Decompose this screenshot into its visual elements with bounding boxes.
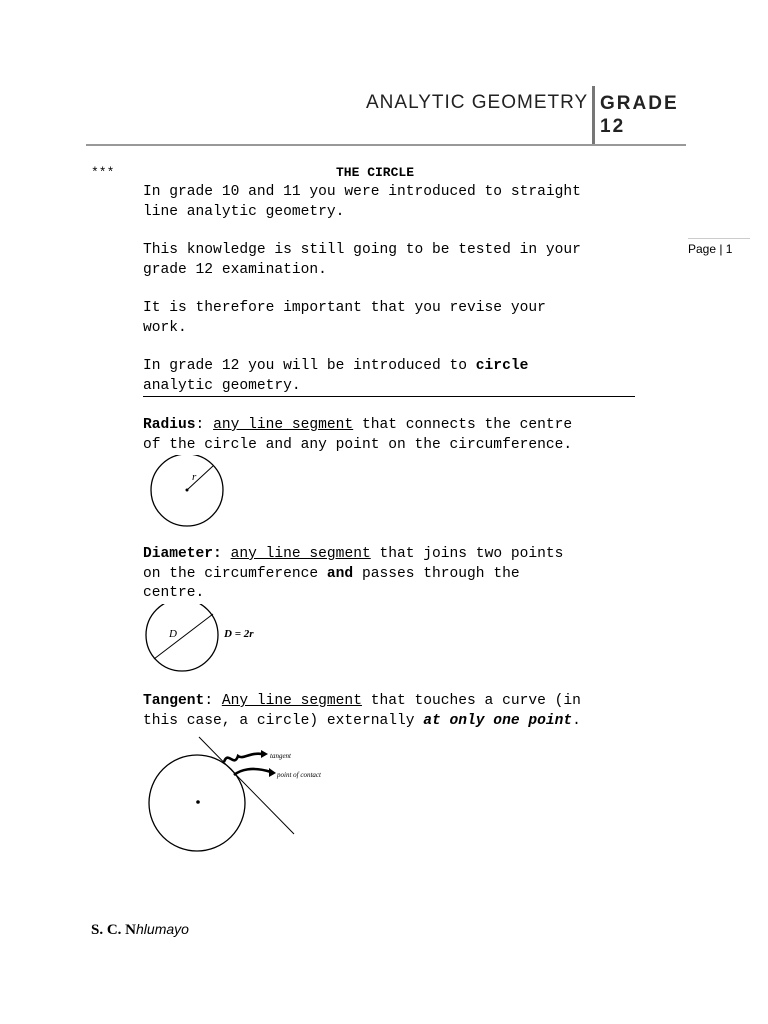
text-line: centre.: [143, 585, 205, 601]
radius-label: r: [192, 471, 197, 483]
diameter-figure: [140, 604, 290, 674]
radius-definition: [143, 416, 643, 455]
radius-term: Radius: [143, 417, 196, 433]
author-initials: S. C. N: [91, 922, 137, 938]
text-line: This knowledge is still going to be tested in your: [143, 242, 581, 258]
header-divider-horizontal: [86, 144, 686, 146]
intro-paragraph-2: [143, 241, 643, 280]
intro-paragraph-4: [143, 357, 643, 396]
radius-figure: [140, 455, 240, 535]
text-run: on the circumference: [143, 565, 327, 582]
radius-underlined-phrase: any line segment: [213, 417, 354, 433]
emphasis-and: and: [326, 565, 354, 582]
contact-arrowhead: [269, 768, 276, 777]
section-separator: [143, 396, 635, 397]
text-line: [143, 357, 643, 377]
tangent-annotation: tangent: [270, 752, 291, 760]
text-line: grade 12 examination.: [143, 261, 327, 278]
tangent-term: Tangent: [143, 693, 205, 709]
text-run: this case, a circle) externally: [143, 712, 424, 729]
text-run: that joins two points: [370, 546, 564, 562]
text-line: analytic geometry.: [143, 377, 301, 394]
text-run: :: [195, 417, 214, 433]
author-surname: hlumayo: [136, 921, 189, 937]
diameter-line: [154, 614, 213, 659]
intro-paragraph-3: [143, 299, 643, 338]
document-title: ANALYTIC GEOMETRY: [366, 92, 589, 113]
text-run: .: [572, 712, 581, 729]
text-run: that touches a curve (in: [361, 693, 581, 709]
text-line: of the circle and any point on the circumference.: [143, 436, 573, 453]
grade-label-line1: GRADE: [600, 93, 679, 114]
text-line: [143, 416, 643, 436]
diameter-formula: D = 2r: [224, 628, 254, 640]
text-line: [143, 565, 643, 585]
tangent-arrowhead: [261, 750, 268, 758]
header-divider-vertical: [592, 86, 595, 144]
grade-label-line2: 12: [600, 116, 626, 137]
text-run: :: [204, 693, 222, 709]
intro-paragraph-1: [143, 183, 643, 222]
text-line: [143, 712, 643, 732]
tangent-figure: [140, 730, 360, 860]
page-number-rule: [688, 238, 750, 239]
diameter-definition: [143, 545, 643, 604]
tangent-definition: [143, 692, 643, 731]
text-line: line analytic geometry.: [143, 203, 345, 220]
grade-label: [600, 92, 679, 138]
diameter-underlined-phrase: any line segment: [230, 546, 371, 562]
author-footer: [91, 921, 189, 939]
text-run: passes through the: [353, 565, 520, 582]
contact-arrow: [234, 769, 271, 775]
text-line: work.: [143, 319, 187, 336]
text-run: [222, 546, 231, 562]
emphasis-only-one-point: at only one point: [423, 712, 573, 729]
diameter-label: D: [169, 628, 177, 640]
tangent-centre-point: [196, 800, 200, 804]
tangent-underlined-phrase: Any line segment: [221, 693, 362, 709]
diameter-term: Diameter:: [143, 546, 222, 562]
text-run: In grade 12 you will be introduced to: [143, 358, 476, 374]
text-run: that connects the centre: [353, 417, 573, 433]
text-line: [143, 692, 643, 712]
section-title: THE CIRCLE: [336, 165, 415, 180]
point-of-contact-annotation: point of contact: [277, 771, 321, 779]
emphasis-circle: circle: [475, 358, 529, 374]
page-number: [688, 242, 732, 256]
stars-marker: ***: [91, 165, 115, 180]
text-line: [143, 545, 643, 565]
text-line: In grade 10 and 11 you were introduced to straight: [143, 184, 581, 200]
radius-line: [187, 466, 213, 490]
tangent-arrow-wavy: [224, 754, 262, 762]
page-number-text: Page | 1: [688, 242, 733, 256]
text-line: It is therefore important that you revise your: [143, 300, 546, 316]
